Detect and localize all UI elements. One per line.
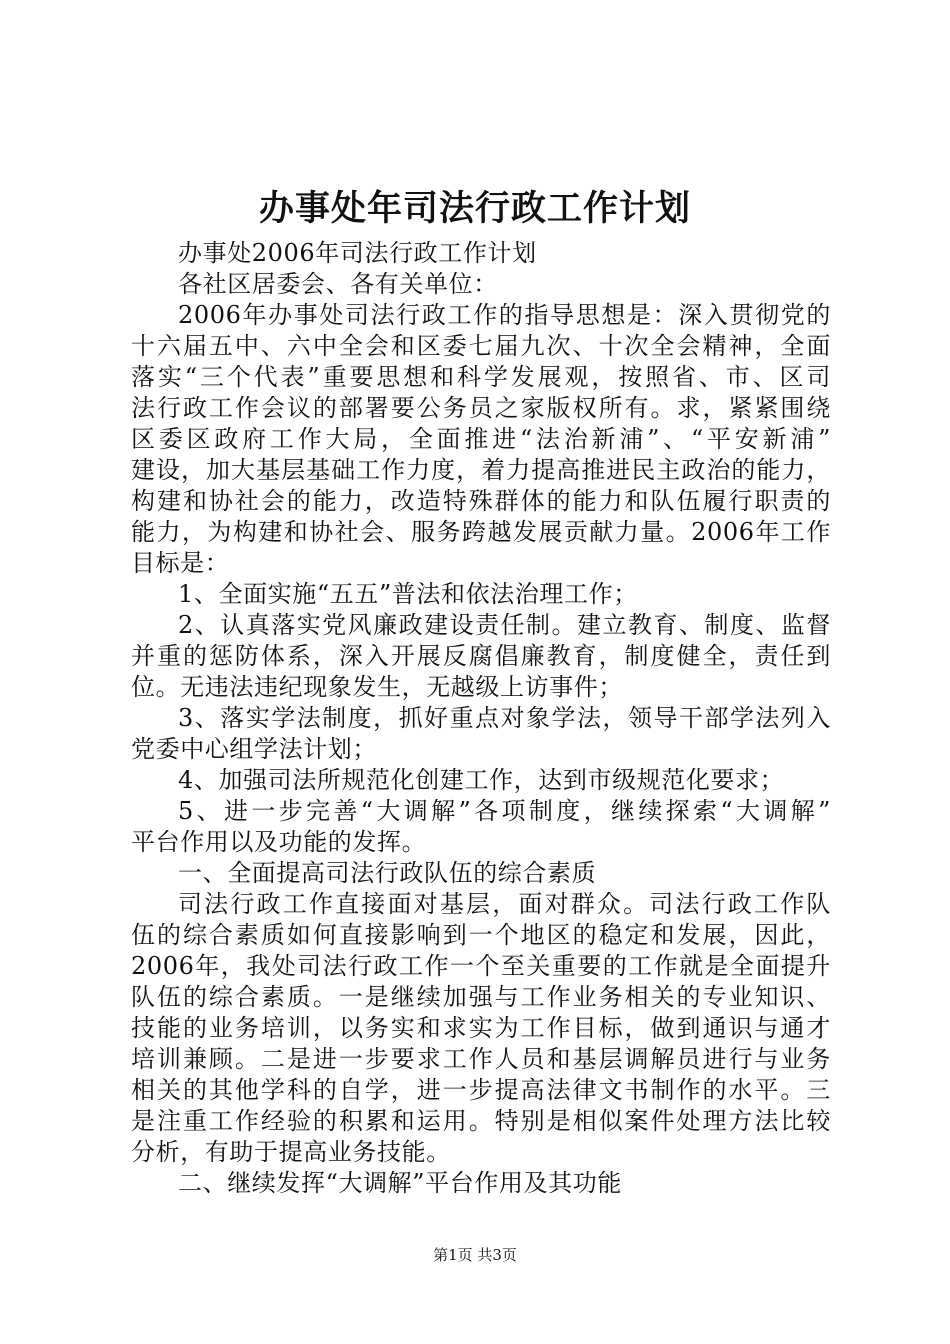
body-line: 相关的其他学科的自学，进一步提高法律文书制作的水平。三	[131, 1076, 831, 1104]
body-line: 办事处2006年司法行政工作计划	[178, 239, 537, 267]
body-line: 目标是：	[131, 549, 230, 577]
body-line: 并重的惩防体系，深入开展反腐倡廉教育，制度健全，责任到	[131, 642, 831, 670]
section-heading: 一、全面提高司法行政队伍的综合素质	[178, 859, 597, 887]
list-item: 4、加强司法所规范化创建工作，达到市级规范化要求；	[178, 766, 785, 794]
body-line: 构建和协社会的能力，改造特殊群体的能力和队伍履行职责的	[131, 487, 831, 515]
body-line: 2006年办事处司法行政工作的指导思想是：深入贯彻党的	[178, 301, 831, 329]
body-line: 法行政工作会议的部署要公务员之家版权所有。求，紧紧围绕	[131, 394, 831, 422]
body-line: 区委区政府工作大局，全面推进“法治新浦”、“平安新浦”	[131, 425, 831, 453]
page-number-footer: 第1页 共3页	[433, 1246, 517, 1264]
body-line: 技能的业务培训，以务实和求实为工作目标，做到通识与通才	[131, 1014, 831, 1042]
document-title: 办事处年司法行政工作计划	[258, 188, 691, 229]
section-heading: 二、继续发挥“大调解”平台作用及其功能	[178, 1169, 622, 1197]
body-line: 分析，有助于提高业务技能。	[131, 1138, 451, 1166]
body-line: 培训兼顾。二是进一步要求工作人员和基层调解员进行与业务	[131, 1045, 831, 1073]
list-item: 3、落实学法制度，抓好重点对象学法，领导干部学法列入	[178, 704, 831, 732]
body-line: 党委中心组学法计划；	[131, 735, 377, 763]
body-line: 伍的综合素质如何直接影响到一个地区的稳定和发展，因此，	[131, 921, 831, 949]
body-line: 位。无违法违纪现象发生，无越级上访事件；	[131, 673, 623, 701]
body-line: 各社区居委会、各有关单位：	[178, 270, 498, 298]
body-line: 能力，为构建和协社会、服务跨越发展贡献力量。2006年工作	[131, 518, 831, 546]
body-line: 落实“三个代表”重要思想和科学发展观，按照省、市、区司	[131, 363, 831, 391]
list-item: 1、全面实施“五五”普法和依法治理工作；	[178, 580, 638, 608]
body-line: 司法行政工作直接面对基层，面对群众。司法行政工作队	[178, 890, 831, 918]
body-line: 队伍的综合素质。一是继续加强与工作业务相关的专业知识、	[131, 983, 831, 1011]
body-line: 建设，加大基层基础工作力度，着力提高推进民主政治的能力，	[131, 456, 831, 484]
body-line: 十六届五中、六中全会和区委七届九次、十次全会精神，全面	[131, 332, 831, 360]
list-item: 2、认真落实党风廉政建设责任制。建立教育、制度、监督	[178, 611, 831, 639]
body-line: 是注重工作经验的积累和运用。特别是相似案件处理方法比较	[131, 1107, 831, 1135]
body-line: 平台作用以及功能的发挥。	[131, 828, 427, 856]
list-item: 5、进一步完善“大调解”各项制度，继续探索“大调解”	[178, 797, 831, 825]
body-line: 2006年，我处司法行政工作一个至关重要的工作就是全面提升	[131, 952, 831, 980]
